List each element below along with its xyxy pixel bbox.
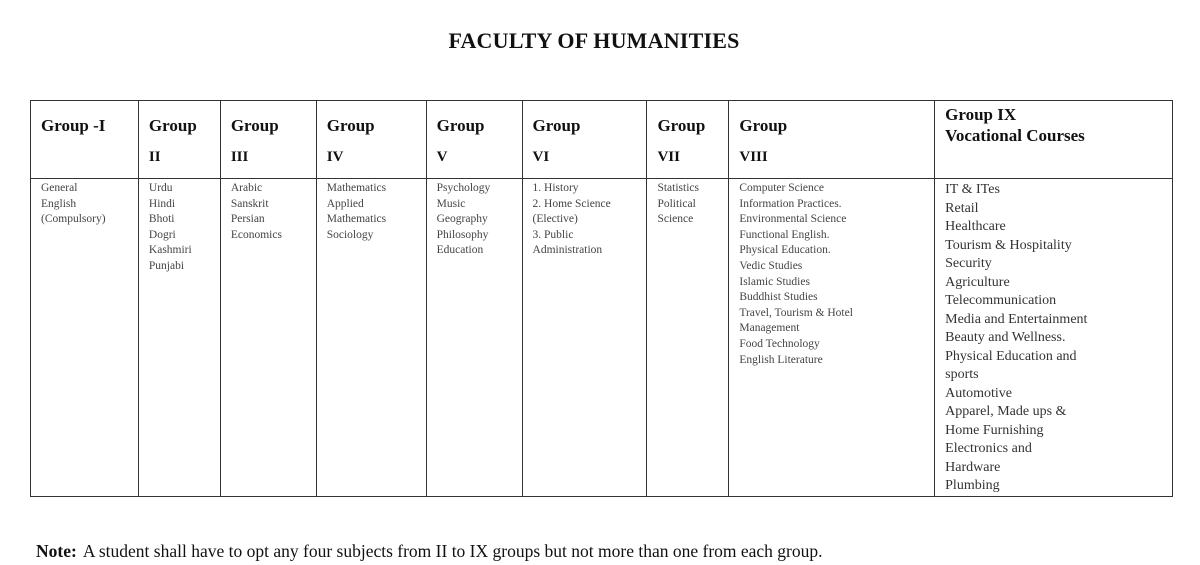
- subject-item: Environmental Science: [739, 213, 847, 226]
- page-title: FACULTY OF HUMANITIES: [448, 28, 740, 53]
- subject-item: Kashmiri: [148, 244, 192, 257]
- subject-item: 3. Public: [532, 228, 574, 241]
- group-number: III: [230, 149, 249, 165]
- subject-item: Retail: [945, 200, 979, 216]
- subject-item: English: [41, 197, 77, 210]
- subject-item: Automotive: [945, 385, 1013, 401]
- subject-item: Dogri: [148, 228, 176, 241]
- subject-item: Food Technology: [739, 337, 820, 350]
- group-header-9: [935, 101, 1173, 179]
- group-label: Group: [326, 116, 375, 135]
- subject-item: Education: [436, 244, 484, 257]
- group-subjects-2: [138, 179, 220, 497]
- group-header-6: [522, 101, 647, 179]
- subject-item: Agriculture: [945, 274, 1010, 290]
- group-subjects-1: [31, 179, 139, 497]
- group-number: Vocational Courses: [945, 126, 1085, 145]
- group-label: Group: [436, 116, 485, 135]
- group-label: Group: [148, 116, 197, 135]
- subject-item: 1. History: [532, 182, 579, 194]
- subject-item: Philosophy: [436, 228, 489, 241]
- subject-item: Economics: [230, 228, 282, 241]
- group-subjects-4: [316, 179, 426, 497]
- group-subjects-8: [729, 179, 935, 497]
- group-number: V: [436, 149, 448, 165]
- subject-item: Tourism & Hospitality: [945, 237, 1072, 253]
- subject-item: Media and Entertainment: [945, 311, 1088, 327]
- group-subjects-7: [647, 179, 729, 497]
- groups-table: [30, 100, 1173, 497]
- subject-item: Electronics and: [945, 441, 1032, 456]
- subject-item: sports: [945, 367, 979, 382]
- subject-item: Computer Science: [739, 182, 824, 194]
- subject-item: English Literature: [739, 353, 823, 366]
- group-label: Group: [230, 116, 279, 135]
- subject-item: Persian: [230, 213, 265, 226]
- group-number: VIII: [739, 149, 768, 165]
- note-text: A student shall have to opt any four subjects from II to IX groups but not more than one from each group.: [82, 541, 823, 561]
- subject-item: Vedic Studies: [739, 259, 803, 272]
- group-label: Group IX: [945, 105, 1017, 124]
- subject-item: Islamic Studies: [739, 275, 810, 288]
- subject-item: Political: [657, 197, 696, 210]
- subject-item: Applied: [326, 197, 364, 210]
- subject-item: Science: [657, 213, 694, 226]
- group-label: Group: [739, 116, 788, 135]
- group-label: Group -I: [41, 116, 106, 135]
- subject-item: (Compulsory): [41, 213, 106, 226]
- subject-item: Buddhist Studies: [739, 291, 818, 304]
- subject-item: Healthcare: [945, 219, 1006, 234]
- note-label: Note:: [36, 541, 77, 561]
- subject-item: Apparel, Made ups &: [945, 404, 1067, 419]
- subject-item: Plumbing: [945, 478, 1000, 493]
- subject-item: Psychology: [436, 182, 491, 194]
- group-subjects-3: [220, 179, 316, 497]
- subject-item: Physical Education.: [739, 244, 831, 257]
- subject-item: Hindi: [148, 197, 176, 210]
- subject-item: General: [41, 182, 78, 194]
- subject-item: (Elective): [532, 213, 578, 226]
- group-label: Group: [657, 116, 706, 135]
- subject-item: IT & ITes: [945, 182, 1000, 197]
- group-number: IV: [326, 149, 344, 165]
- subject-item: Hardware: [945, 459, 1001, 475]
- subject-item: Beauty and Wellness.: [945, 330, 1066, 345]
- group-label: Group: [532, 116, 581, 135]
- group-subjects-5: [426, 179, 522, 497]
- subject-item: Geography: [436, 213, 488, 226]
- subject-item: 2. Home Science: [532, 197, 611, 210]
- subject-item: Management: [739, 322, 800, 335]
- group-header-5: [426, 101, 522, 179]
- subject-item: Home Furnishing: [945, 422, 1044, 438]
- group-header-2: [138, 101, 220, 179]
- group-header-7: [647, 101, 729, 179]
- subjects-row: [31, 179, 1173, 497]
- header-row: [31, 101, 1173, 179]
- subject-item: Bhoti: [148, 213, 175, 226]
- subject-item: Sociology: [326, 228, 374, 241]
- subject-item: Statistics: [657, 182, 699, 194]
- subject-item: Music: [436, 197, 466, 210]
- subject-item: Mathematics: [326, 182, 387, 194]
- subject-item: Mathematics: [326, 213, 387, 226]
- subject-item: Functional English.: [739, 228, 830, 241]
- subject-item: Physical Education and: [945, 348, 1077, 364]
- subject-item: Information Practices.: [739, 197, 842, 210]
- group-number: II: [148, 149, 161, 165]
- group-number: VI: [532, 149, 550, 165]
- subject-item: Sanskrit: [230, 197, 269, 210]
- subject-item: Urdu: [148, 182, 173, 194]
- subject-item: Arabic: [230, 182, 263, 194]
- note: [36, 541, 823, 562]
- subject-item: Travel, Tourism & Hotel: [739, 306, 853, 319]
- group-header-8: [729, 101, 935, 179]
- subject-item: Security: [945, 256, 992, 271]
- group-header-1: [31, 101, 139, 179]
- group-header-4: [316, 101, 426, 179]
- group-number: VII: [657, 149, 680, 165]
- group-subjects-9: [935, 179, 1173, 497]
- subject-item: Telecommunication: [945, 293, 1057, 308]
- subject-item: Punjabi: [148, 259, 185, 272]
- group-subjects-6: [522, 179, 647, 497]
- subject-item: Administration: [532, 244, 603, 257]
- group-header-3: [220, 101, 316, 179]
